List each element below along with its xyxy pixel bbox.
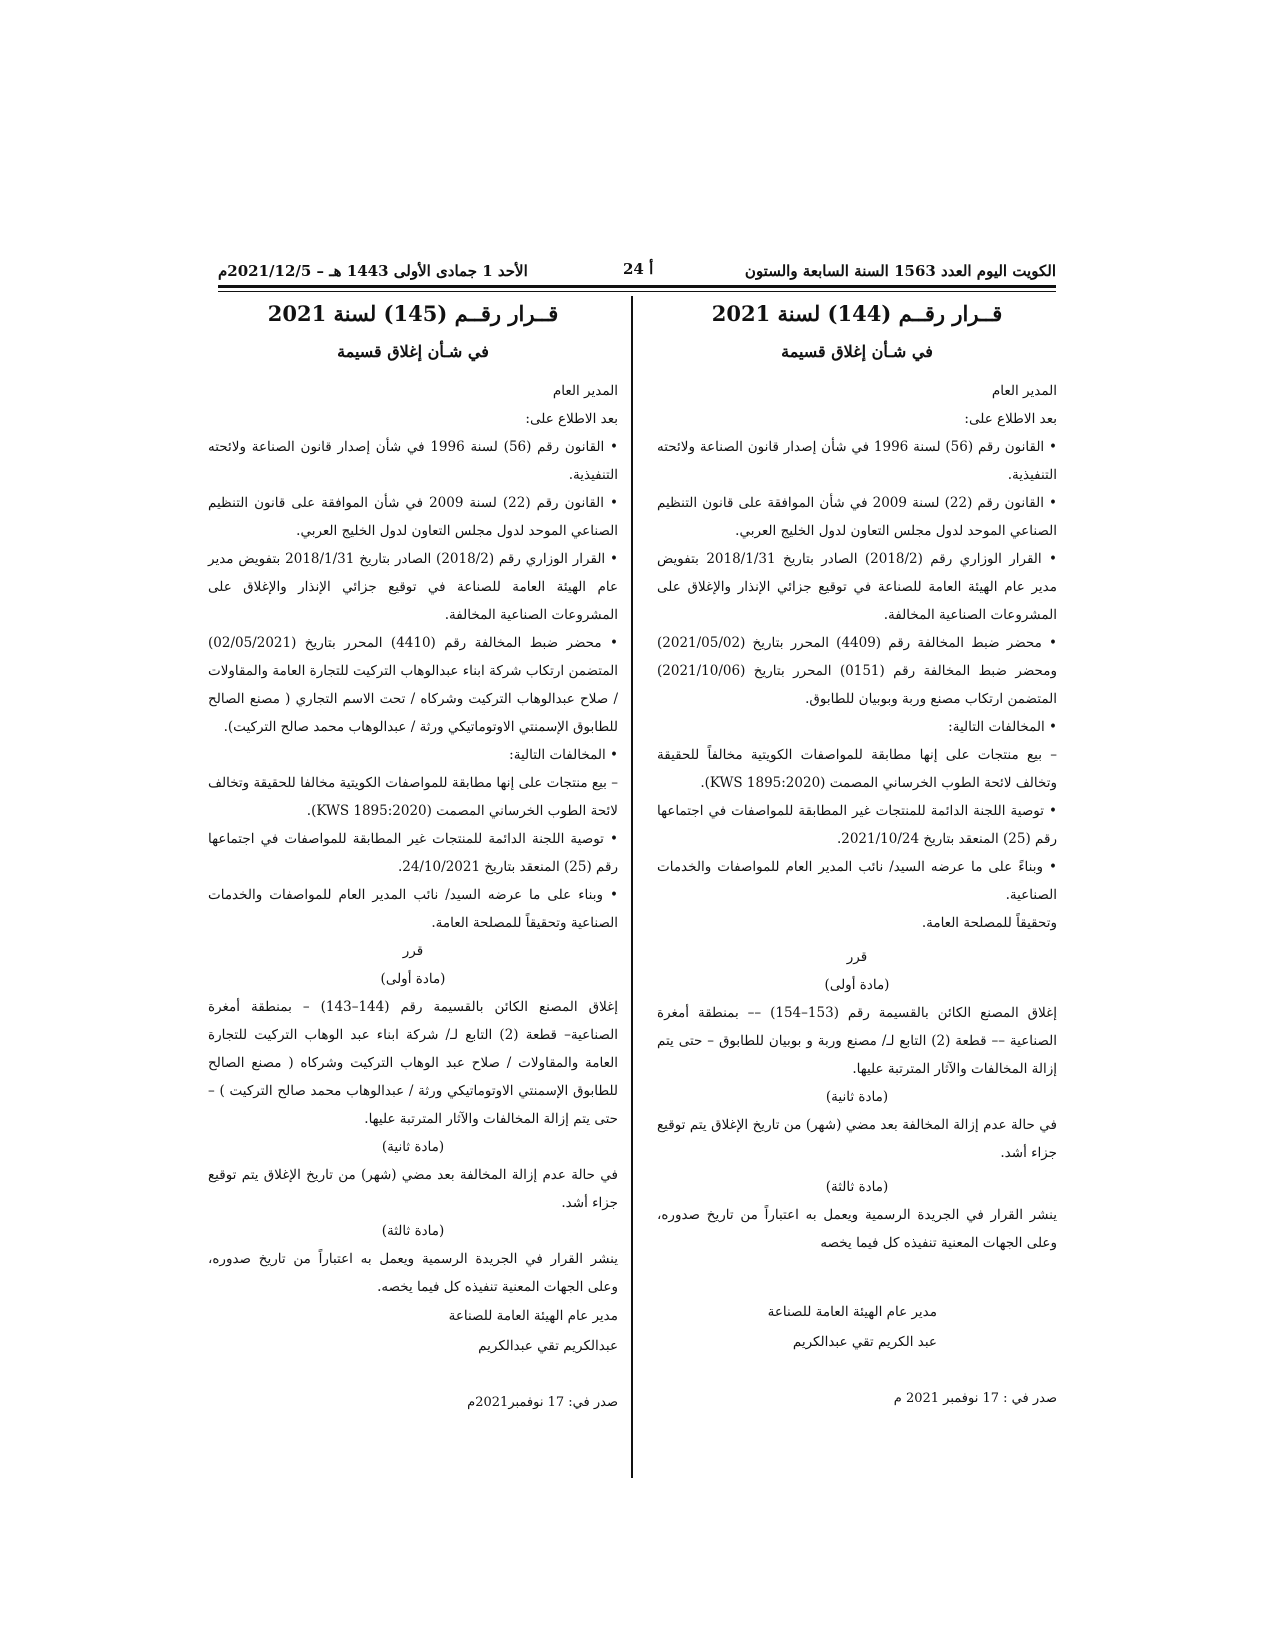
clause: • القرار الوزاري رقم (2018/2) الصادر بتاريخ 2018/1/31 بتفويض مدير عام الهيئة العامة للصناعة في توقيع جزائي الإنذار والإغلاق على المشروعات الصناعية المخالفة. — [208, 551, 618, 623]
clause: – بيع منتجات على إنها مطابقة للمواصفات الكويتية مخالفاً للحقيقة وتخالف لائحة الطوب الخرساني المصمت (KWS 1895:2020). — [657, 747, 1057, 791]
article-3-label: (مادة ثالثة) — [825, 1179, 889, 1195]
issue-date: الأحد 1 جمادى الأولى 1443 هـ – 2021/12/5م — [218, 262, 528, 280]
clause: • محضر ضبط المخالفة رقم (4409) المحرر بتاريخ (2021/05/02) ومحضر ضبط المخالفة رقم (0151) المحرر بتاريخ (2021/10/06) المتضمن ارتكاب مصنع وربة وبوبيان للطابوق. — [657, 635, 1057, 707]
clause: • القانون رقم (22) لسنة 2009 في شأن الموافقة على قانون التنظيم الصناعي الموحد لدول مجلس التعاون لدول الخليج العربي. — [208, 495, 618, 539]
preamble: بعد الاطلاع على: — [964, 411, 1057, 427]
preamble: بعد الاطلاع على: — [525, 411, 618, 427]
decision-145 — [208, 297, 618, 1417]
signer-title: مدير عام الهيئة العامة للصناعة — [767, 1304, 937, 1320]
gazette-issue-info: الكويت اليوم العدد 1563 السنة السابعة والستون — [744, 262, 1056, 280]
clause: • المخالفات التالية: — [509, 747, 618, 763]
decision-title: قــرار رقــم (144) لسنة 2021 — [711, 301, 1003, 326]
clause: • المخالفات التالية: — [948, 719, 1057, 735]
clause: • توصية اللجنة الدائمة للمنتجات غير المطابقة للمواصفات في اجتماعها رقم (25) المنعقد بتاريخ 24/10/2021. — [208, 831, 618, 875]
article-1-text: إغلاق المصنع الكائن بالقسيمة رقم (153–154) –– بمنطقة أمغرة الصناعية –– قطعة (2) التابع لـ/ مصنع وربة و بوبيان للطابوق – حتى يتم إزالة المخالفات والآثار المترتبة عليها. — [657, 1005, 1058, 1077]
article-3-text: ينشر القرار في الجريدة الرسمية ويعمل به اعتباراً من تاريخ صدوره، وعلى الجهات المعنية تنفيذه كل فيما يخصه — [657, 1207, 1057, 1251]
article-2-text: في حالة عدم إزالة المخالفة بعد مضي (شهر) من تاريخ الإغلاق يتم توقيع جزاء أشد. — [208, 1167, 618, 1211]
article-2-label: (مادة ثانية) — [825, 1089, 889, 1105]
signer-name: عبدالكريم تقي عبدالكريم — [478, 1338, 618, 1354]
article-2-label: (مادة ثانية) — [381, 1139, 445, 1155]
article-3-text: ينشر القرار في الجريدة الرسمية ويعمل به اعتباراً من تاريخ صدوره، وعلى الجهات المعنية تنفيذه كل فيما يخصه. — [208, 1251, 618, 1295]
decision-144 — [657, 297, 1057, 1413]
clause: – بيع منتجات على إنها مطابقة للمواصفات الكويتية مخالفا للحقيقة وتخالف لائحة الطوب الخرساني المصمت (KWS 1895:2020). — [208, 775, 618, 819]
article-3-label: (مادة ثالثة) — [381, 1223, 445, 1239]
signer-name: عبد الكريم تقي عبدالكريم — [792, 1334, 937, 1350]
header-rule — [218, 285, 1056, 288]
decision-title: قــرار رقــم (145) لسنة 2021 — [267, 301, 559, 326]
issuer: المدير العام — [991, 383, 1057, 399]
clause: • محضر ضبط المخالفة رقم (4410) المحرر بتاريخ (02/05/2021) المتضمن ارتكاب شركة ابناء عبدالوهاب التركيت للتجارة العامة والمقاولات / صلاح عبدالوهاب التركيت وشركاه / تحت الاسم التجاري ( مصنع الصالح للطابوق الإسمنتي الاوتوماتيكي ورثة / عبدالوهاب محمد صالح التركيت). — [208, 635, 618, 735]
issued-date: صدر في : 17 نوفمبر 2021 م — [893, 1391, 1057, 1406]
clause: • وبناءً على ما عرضه السيد/ نائب المدير العام للمواصفات والخدمات الصناعية. — [657, 859, 1057, 903]
page-header — [218, 260, 1056, 286]
article-2-text: في حالة عدم إزالة المخالفة بعد مضي (شهر) من تاريخ الإغلاق يتم توقيع جزاء أشد. — [657, 1117, 1057, 1161]
clause: • توصية اللجنة الدائمة للمنتجات غير المطابقة للمواصفات في اجتماعها رقم (25) المنعقد بتاريخ 2021/10/24. — [657, 803, 1057, 847]
issuer: المدير العام — [552, 383, 618, 399]
clause: • القانون رقم (56) لسنة 1996 في شأن إصدار قانون الصناعة ولائحته التنفيذية. — [208, 439, 618, 483]
page-number: أ 24 — [623, 260, 654, 278]
decision-subtitle: في شـأن إغلاق قسيمة — [781, 342, 933, 361]
issued-date: صدر في: 17 نوفمبر2021م — [467, 1395, 618, 1410]
column-divider — [631, 296, 633, 1478]
article-1-label: (مادة أولى) — [380, 971, 446, 987]
decision-subtitle: في شـأن إغلاق قسيمة — [337, 342, 489, 361]
clause: وتحقيقاً للمصلحة العامة. — [921, 915, 1057, 931]
clause: • القانون رقم (22) لسنة 2009 في شأن الموافقة على قانون التنظيم الصناعي الموحد لدول مجلس التعاون لدول الخليج العربي. — [657, 495, 1057, 539]
article-1-label: (مادة أولى) — [824, 977, 890, 993]
clause: • القرار الوزاري رقم (2018/2) الصادر بتاريخ 2018/1/31 بتفويض مدير عام الهيئة العامة للصناعة في توقيع جزائي الإنذار والإغلاق على المشروعات الصناعية المخالفة. — [657, 551, 1057, 623]
header-rule-thin — [218, 291, 1056, 292]
signer-title: مدير عام الهيئة العامة للصناعة — [448, 1308, 618, 1324]
decided-heading: قرر — [846, 949, 868, 965]
clause: • وبناء على ما عرضه السيد/ نائب المدير العام للمواصفات والخدمات الصناعية وتحقيقاً للمصلحة العامة. — [208, 887, 618, 931]
decided-heading: قرر — [402, 943, 424, 959]
article-1-text: إغلاق المصنع الكائن بالقسيمة رقم (144–143) – بمنطقة أمغرة الصناعية– قطعة (2) التابع لـ/ شركة ابناء عبد الوهاب التركيت للتجارة العامة والمقاولات / صلاح عبد الوهاب التركيت وشركاه ( مصنع الصالح للطابوق الإسمنتي الاوتوماتيكي ورثة / عبدالوهاب محمد صالح التركيت ) – حتى يتم إزالة المخالفات والآثار المترتبة عليها. — [208, 999, 618, 1127]
clause: • القانون رقم (56) لسنة 1996 في شأن إصدار قانون الصناعة ولائحته التنفيذية. — [657, 439, 1057, 483]
